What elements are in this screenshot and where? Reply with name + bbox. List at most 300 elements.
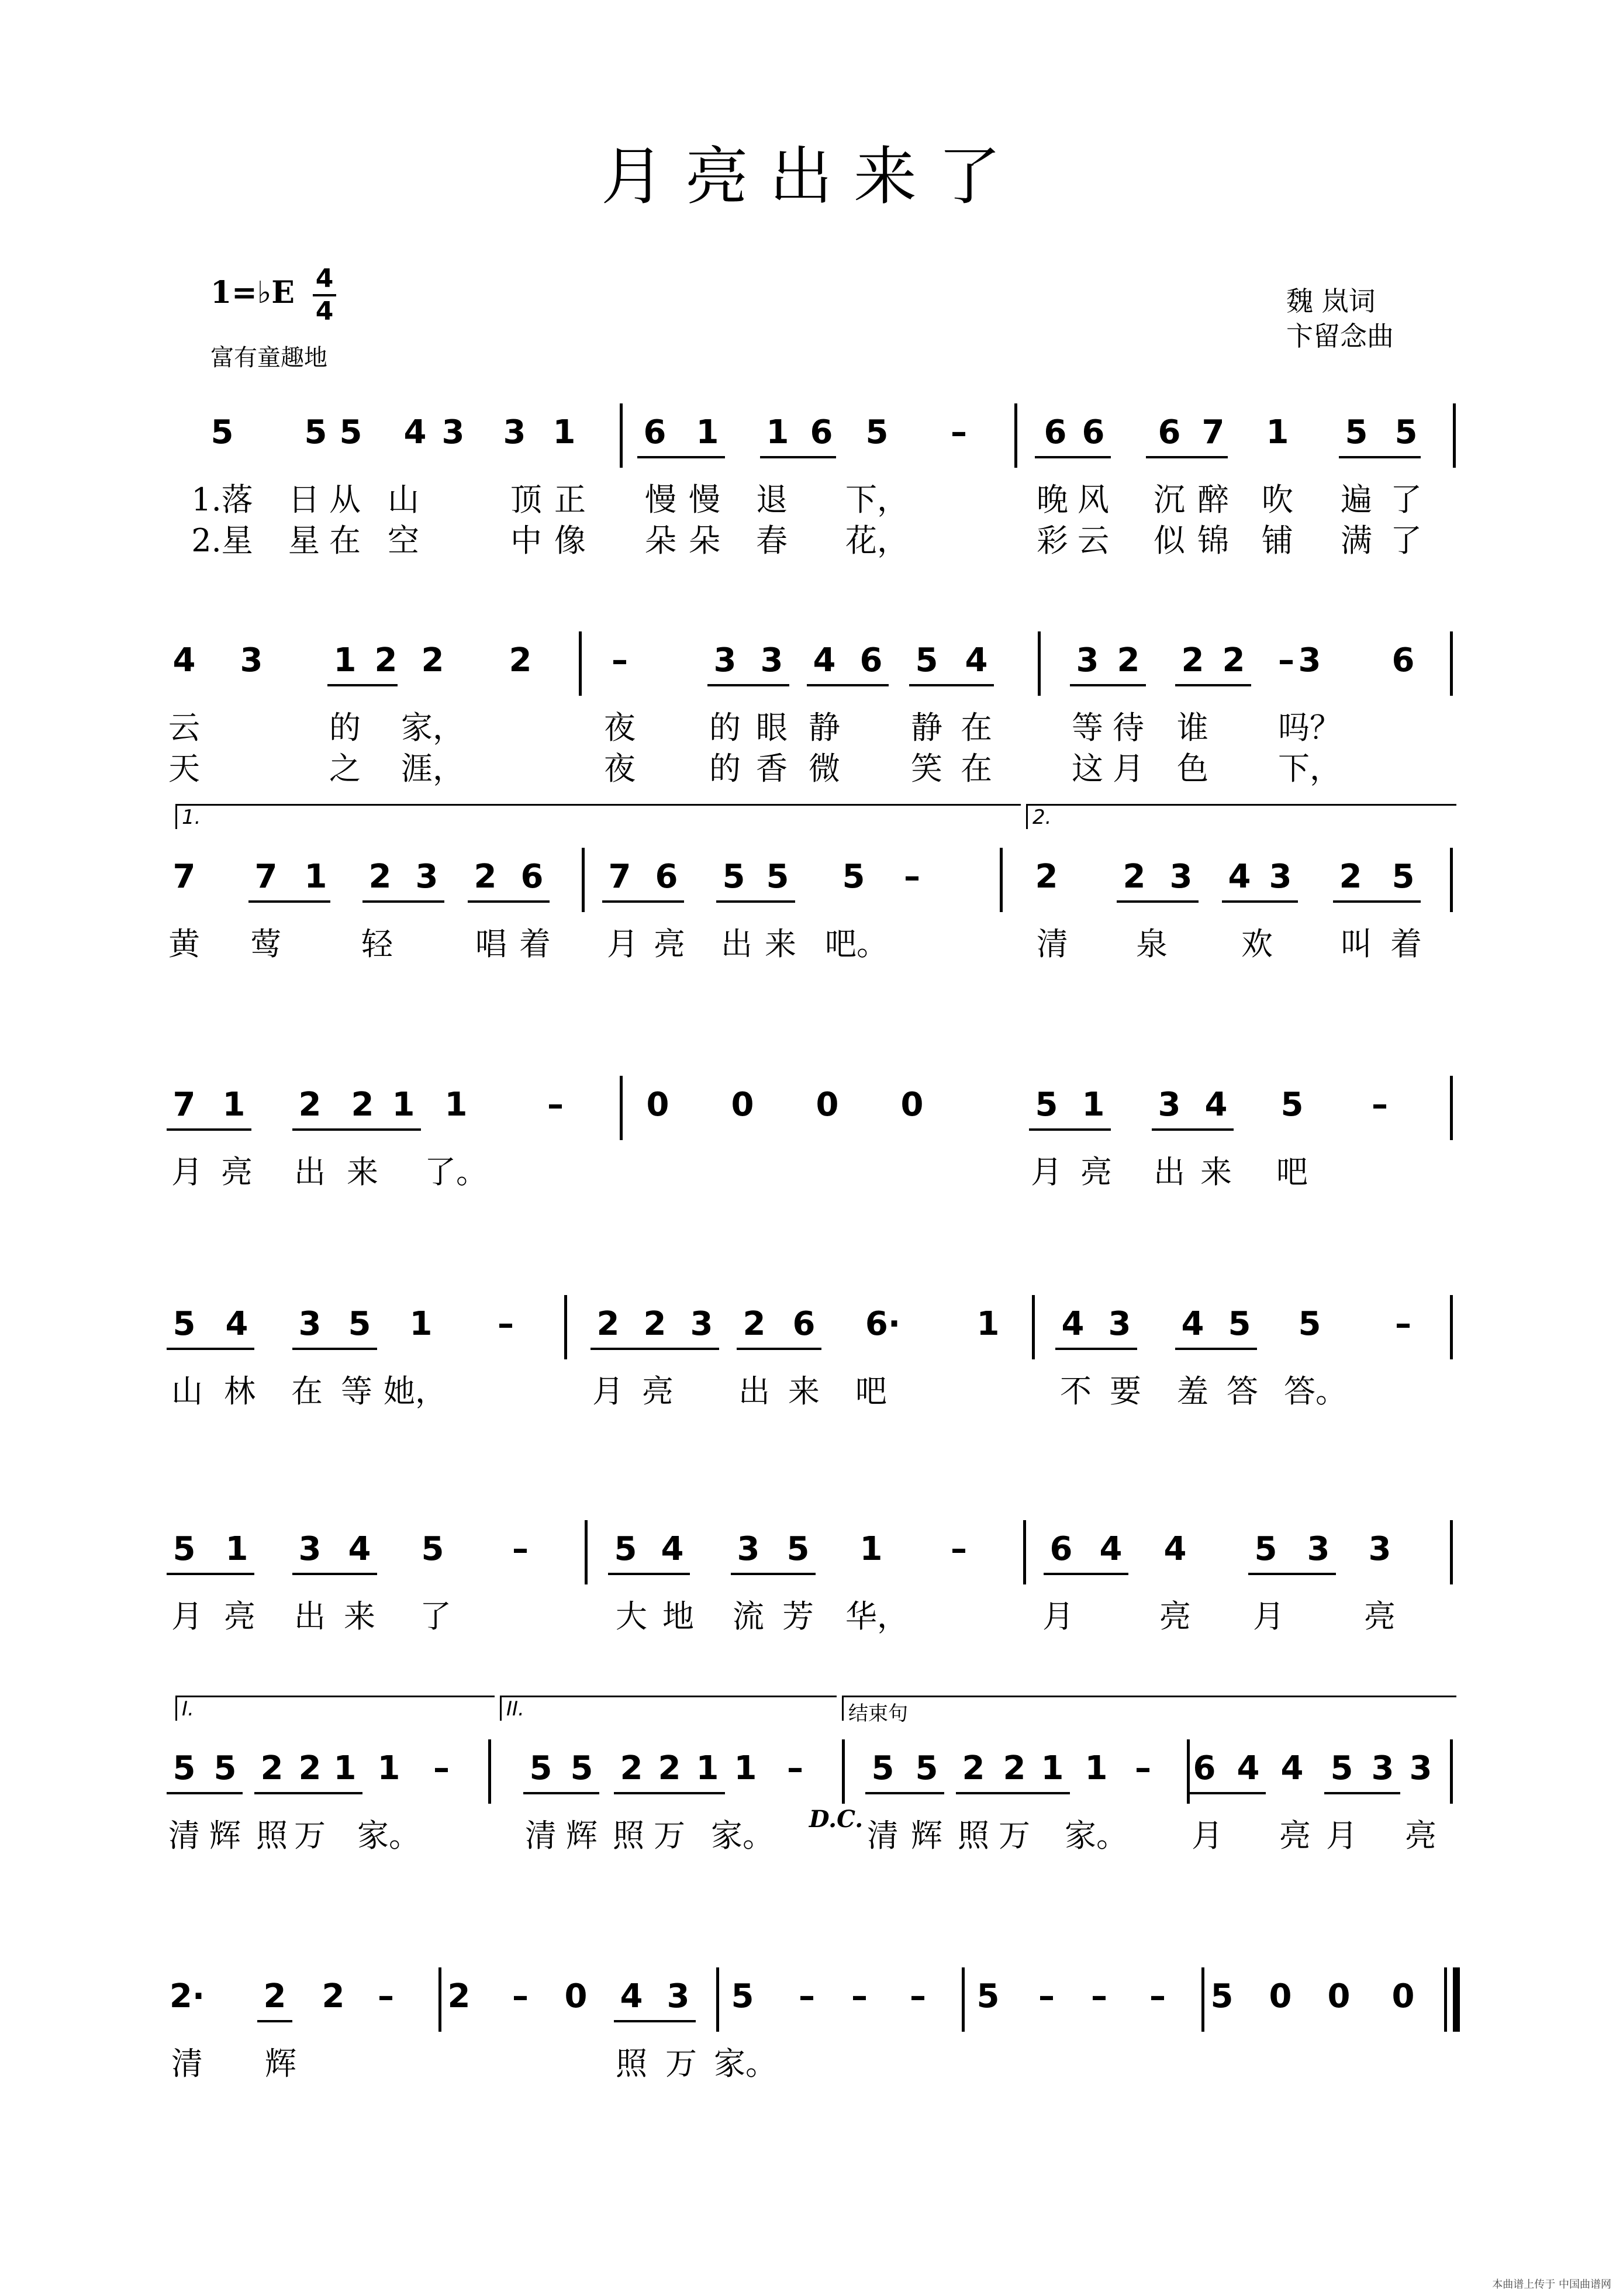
lyric-syllable: 在 xyxy=(961,709,992,746)
bar-line xyxy=(1201,1967,1204,2032)
beam-underline xyxy=(909,684,994,686)
lyric-syllable: 家。 xyxy=(711,1817,774,1854)
score-system xyxy=(0,409,1623,559)
note: 2 xyxy=(962,1749,985,1787)
note: 5 xyxy=(842,858,865,896)
lyric-syllable: 慢 xyxy=(689,481,720,518)
lyric-syllable: 醉 xyxy=(1197,481,1229,518)
lyric-syllable: 退 xyxy=(756,481,788,518)
beam-underline xyxy=(1152,1128,1234,1131)
note: 3 xyxy=(441,413,465,451)
lyric-syllable: 在 xyxy=(961,750,992,787)
bar-line xyxy=(1450,1739,1453,1804)
lyric-syllable: 等 xyxy=(341,1373,372,1410)
bar-line xyxy=(438,1967,441,2032)
note: 3 xyxy=(1076,641,1099,679)
lyric-syllable: 遍 xyxy=(1341,481,1372,518)
lyric-syllable: 清 xyxy=(525,1817,557,1854)
lyric-syllable: 流 xyxy=(733,1598,764,1635)
note: 1 xyxy=(1266,413,1289,451)
note: 3 xyxy=(1409,1749,1432,1787)
lyric-syllable: 下， xyxy=(845,481,909,518)
bar-line xyxy=(1450,1520,1453,1584)
lyric-syllable: 答。 xyxy=(1284,1373,1347,1410)
note: 6 xyxy=(520,858,544,896)
lyric-syllable: 晚 xyxy=(1037,481,1068,518)
bar-line xyxy=(1450,1076,1453,1140)
note: 5 xyxy=(339,413,362,451)
lyric-syllable: 花， xyxy=(845,522,909,559)
note: 6 xyxy=(792,1305,816,1343)
lyric-syllable: 林 xyxy=(224,1373,255,1410)
lyric-syllable: 着 xyxy=(1390,926,1422,962)
note: 5 xyxy=(1330,1749,1353,1787)
lyric-syllable: 亮 xyxy=(1080,1154,1112,1190)
bar-line xyxy=(488,1739,491,1804)
lyric-syllable: 家， xyxy=(401,709,464,746)
note: 3 xyxy=(298,1305,322,1343)
note: 2 xyxy=(1222,641,1245,679)
lyric-syllable: 等 xyxy=(1072,709,1103,746)
lyric-syllable: 从 xyxy=(329,481,361,518)
bar-line xyxy=(1038,631,1041,696)
bar-line xyxy=(564,1295,567,1359)
beam-underline xyxy=(608,1573,690,1575)
note: 3 xyxy=(503,413,526,451)
lyric-syllable: 顶 xyxy=(510,481,542,518)
beam-underline xyxy=(1333,900,1421,903)
note: 1 xyxy=(859,1530,883,1568)
dash-note: – xyxy=(851,1977,868,2015)
lyric-syllable: 要 xyxy=(1110,1373,1141,1410)
lyric-syllable: 唱 xyxy=(475,926,507,962)
note: 5 xyxy=(1254,1530,1277,1568)
lyric-syllable: 天 xyxy=(168,750,200,787)
note: 1 xyxy=(304,858,327,896)
note: 6 xyxy=(1082,413,1105,451)
note: 1 xyxy=(377,1749,400,1787)
lyric-syllable: 沉 xyxy=(1154,481,1185,518)
note: 6 xyxy=(1158,413,1181,451)
lyric-syllable: 2.星 xyxy=(191,522,253,559)
beam-underline xyxy=(807,684,889,686)
lyric-syllable: 香 xyxy=(756,750,788,787)
note: 3 xyxy=(240,641,263,679)
bar-line xyxy=(1000,848,1003,912)
note: 1 xyxy=(409,1305,433,1343)
note: 6 xyxy=(1391,641,1415,679)
first-ending: 1. xyxy=(175,804,1021,829)
note: 6 xyxy=(655,858,678,896)
lyric-syllable: 笑 xyxy=(911,750,942,787)
dash-note: – xyxy=(787,1749,803,1787)
lyric-syllable: 着 xyxy=(519,926,551,962)
beam-underline xyxy=(167,1792,243,1794)
lyric-syllable: 答 xyxy=(1227,1373,1258,1410)
time-signature-bottom: 4 xyxy=(315,296,334,326)
beam-underline xyxy=(1055,1348,1137,1350)
lyric-syllable: 家。 xyxy=(714,2045,777,2082)
note: 5 xyxy=(1345,413,1368,451)
bar-line xyxy=(585,1520,588,1584)
beam-underline xyxy=(716,900,795,903)
note: 2 xyxy=(368,858,392,896)
note: 1 xyxy=(392,1086,415,1124)
lyric-syllable: 欢 xyxy=(1241,926,1273,962)
lyric-syllable: 日 xyxy=(288,481,320,518)
lyric-syllable: 这 xyxy=(1072,750,1103,787)
bar-line xyxy=(716,1967,719,2032)
lyric-syllable: 月 xyxy=(1253,1598,1284,1635)
lyric-syllable: 叫 xyxy=(1341,926,1372,962)
dash-note: – xyxy=(799,1977,815,2015)
coda-ending: 结束句 xyxy=(842,1696,1456,1721)
lyric-syllable: 月 xyxy=(1192,1817,1223,1854)
note: 4 xyxy=(1237,1749,1260,1787)
lyric-syllable: 月 xyxy=(1326,1817,1358,1854)
lyric-syllable: 之 xyxy=(329,750,361,787)
note: 2 xyxy=(643,1305,667,1343)
note: 3 xyxy=(1169,858,1193,896)
note: 5 xyxy=(1210,1977,1234,2015)
dash-note: – xyxy=(910,1977,926,2015)
note: 4 xyxy=(1163,1530,1187,1568)
lyric-syllable: 月 xyxy=(1042,1598,1074,1635)
note: 5 xyxy=(172,1305,196,1343)
dash-note: – xyxy=(547,1086,564,1124)
note: 2 xyxy=(509,641,532,679)
note: 2 xyxy=(743,1305,766,1343)
bar-line xyxy=(620,403,623,468)
lyric-syllable: 出 xyxy=(721,926,752,962)
lyric-syllable: 静 xyxy=(809,709,840,746)
beam-underline xyxy=(614,1792,725,1794)
note: 6 xyxy=(1049,1530,1073,1568)
lyric-syllable: 月 xyxy=(1031,1154,1062,1190)
note: 7 xyxy=(608,858,631,896)
lyric-syllable: 轻 xyxy=(361,926,393,962)
lyric-syllable: 清 xyxy=(867,1817,899,1854)
lyric-syllable: 月 xyxy=(1113,750,1144,787)
lyric-syllable: 来 xyxy=(344,1598,375,1635)
beam-underline xyxy=(956,1792,1070,1794)
beam-underline xyxy=(637,456,725,458)
lyric-syllable: 来 xyxy=(765,926,796,962)
note: 2 xyxy=(298,1749,322,1787)
credits xyxy=(1286,284,1394,354)
lyric-syllable: 万 xyxy=(999,1817,1030,1854)
beam-underline xyxy=(591,1348,719,1350)
lyric-syllable: 空 xyxy=(388,522,419,559)
beam-underline xyxy=(257,2020,292,2022)
lyric-syllable: 铺 xyxy=(1262,522,1293,559)
note: 5 xyxy=(786,1530,810,1568)
note: 2 xyxy=(374,641,398,679)
note: 4 xyxy=(1099,1530,1123,1568)
note: 0 xyxy=(816,1086,839,1124)
beam-underline xyxy=(167,1573,254,1575)
lyric-syllable: 莺 xyxy=(250,926,282,962)
note: 4 xyxy=(225,1305,248,1343)
bar-line xyxy=(1444,1967,1447,2032)
note: 1 xyxy=(734,1749,757,1787)
note: 4 xyxy=(813,641,836,679)
note: 5 xyxy=(871,1749,895,1787)
note: 3 xyxy=(1307,1530,1330,1568)
lyric-syllable: 山 xyxy=(171,1373,203,1410)
lyric-syllable: 月 xyxy=(171,1598,203,1635)
note: 5 xyxy=(865,413,889,451)
note: 2 xyxy=(447,1977,471,2015)
lyric-syllable: 微 xyxy=(809,750,840,787)
dash-note: – xyxy=(512,1977,529,2015)
dash-note: – xyxy=(612,641,628,679)
key-signature: 1=♭E xyxy=(210,275,295,310)
note: 7 xyxy=(1201,413,1225,451)
note: 3 xyxy=(298,1530,322,1568)
lyric-syllable: 她， xyxy=(384,1373,447,1410)
bar-line xyxy=(1450,1295,1453,1359)
bar-line xyxy=(842,1739,845,1804)
lyric-syllable: 照 xyxy=(616,2045,647,2082)
note: 5 xyxy=(213,1749,237,1787)
note: 5 xyxy=(731,1977,754,2015)
note: 4 xyxy=(1061,1305,1085,1343)
note: 1 xyxy=(1041,1749,1064,1787)
note: 2 xyxy=(1339,858,1362,896)
lyric-syllable: 春 xyxy=(756,522,788,559)
bar-line xyxy=(620,1076,623,1140)
dash-note: – xyxy=(433,1749,450,1787)
note: 3 xyxy=(690,1305,713,1343)
beam-underline xyxy=(614,2020,696,2022)
lyric-syllable: 1.落 xyxy=(191,481,253,518)
beam-underline xyxy=(292,1348,377,1350)
beam-underline xyxy=(1339,456,1421,458)
note: 0 xyxy=(731,1086,754,1124)
lyric-syllable: 来 xyxy=(1200,1154,1232,1190)
note: 0 xyxy=(900,1086,924,1124)
note: 1 xyxy=(444,1086,468,1124)
beam-underline xyxy=(254,1792,362,1794)
note: 6 xyxy=(810,413,833,451)
note: 0 xyxy=(1327,1977,1351,2015)
page-title: 月亮出来了 xyxy=(600,140,1022,213)
lyric-syllable: 辉 xyxy=(209,1817,241,1854)
tempo-marking: 富有童趣地 xyxy=(210,344,327,371)
score-system xyxy=(0,1973,1623,2082)
note: 4 xyxy=(661,1530,684,1568)
note: 4 xyxy=(1181,1305,1204,1343)
note: 3 xyxy=(1108,1305,1131,1343)
beam-underline xyxy=(865,1792,944,1794)
lyric-syllable: 夜 xyxy=(604,750,636,787)
note: 2 xyxy=(474,858,497,896)
note: 1 xyxy=(333,641,357,679)
note: 5 xyxy=(614,1530,637,1568)
lyric-syllable: 辉 xyxy=(265,2045,296,2082)
footer-watermark: 本曲谱上传于 中国曲谱网 xyxy=(1492,2278,1611,2291)
note: 6 xyxy=(859,641,883,679)
lyric-syllable: 清 xyxy=(168,1817,200,1854)
note: 5 xyxy=(915,1749,938,1787)
lyric-syllable: 下， xyxy=(1278,750,1341,787)
lyric-syllable: 谁 xyxy=(1177,709,1208,746)
lyric-syllable: 出 xyxy=(294,1598,326,1635)
lyric-syllable: 清 xyxy=(1037,926,1068,962)
lyric-syllable: 待 xyxy=(1113,709,1144,746)
note: 2 xyxy=(260,1749,284,1787)
note: 2 xyxy=(421,641,444,679)
beam-underline xyxy=(1070,684,1146,686)
beam-underline xyxy=(1029,1128,1111,1131)
beam-underline xyxy=(1035,456,1111,458)
beam-underline xyxy=(468,900,550,903)
lyric-syllable: 月 xyxy=(592,1373,624,1410)
lyric-syllable: 亮 xyxy=(221,1154,253,1190)
lyric-syllable: 在 xyxy=(329,522,361,559)
dash-note: – xyxy=(951,413,967,451)
dash-note: – xyxy=(1135,1749,1151,1787)
note: 1 xyxy=(696,413,719,451)
dash-note: – xyxy=(512,1530,529,1568)
lyric-syllable: 大 xyxy=(616,1598,647,1635)
lyric-syllable: 星 xyxy=(288,522,320,559)
note: 6 xyxy=(643,413,667,451)
lyric-syllable: 吗？ xyxy=(1278,709,1341,746)
note: 4 xyxy=(348,1530,371,1568)
lyric-syllable: 涯， xyxy=(401,750,464,787)
note: 4 xyxy=(172,641,196,679)
lyric-syllable: 照 xyxy=(958,1817,989,1854)
beam-underline xyxy=(1044,1573,1128,1575)
lyric-syllable: 慢 xyxy=(645,481,676,518)
dash-note: – xyxy=(1149,1977,1166,2015)
lyric-syllable: 夜 xyxy=(604,709,636,746)
beam-underline xyxy=(1175,1348,1257,1350)
note: 5 xyxy=(915,641,938,679)
note: 2 xyxy=(298,1086,322,1124)
note: 1 xyxy=(552,413,576,451)
note: 3 xyxy=(1158,1086,1181,1124)
note: 5 xyxy=(172,1530,196,1568)
note: 2 xyxy=(620,1749,643,1787)
score-system xyxy=(0,1526,1623,1635)
note: 0 xyxy=(646,1086,669,1124)
lyric-syllable: 了。 xyxy=(424,1154,488,1190)
dash-note: – xyxy=(498,1305,514,1343)
note: 5 xyxy=(210,413,234,451)
lyric-syllable: 来 xyxy=(788,1373,820,1410)
lyric-syllable: 亮 xyxy=(642,1373,674,1410)
note: 2 xyxy=(1117,641,1140,679)
bar-line xyxy=(1450,631,1453,696)
dash-note: – xyxy=(1278,641,1294,679)
lyric-syllable: 地 xyxy=(662,1598,694,1635)
dash-note: – xyxy=(1395,1305,1411,1343)
lyric-syllable: 的 xyxy=(709,750,741,787)
lyric-syllable: 不 xyxy=(1060,1373,1092,1410)
lyric-syllable: 芳 xyxy=(782,1598,814,1635)
lyric-syllable: 朵 xyxy=(689,522,720,559)
lyric-syllable: 清 xyxy=(171,2045,203,2082)
lyric-syllable: 了 xyxy=(420,1598,451,1635)
dash-note: – xyxy=(1372,1086,1388,1124)
dash-note: – xyxy=(378,1977,394,2015)
lyric-syllable: 的 xyxy=(329,709,361,746)
note: 3 xyxy=(667,1977,690,2015)
note: 1 xyxy=(976,1305,1000,1343)
lyricist: 魏 岚词 xyxy=(1286,285,1376,317)
lyric-syllable: 泉 xyxy=(1136,926,1168,962)
lyric-syllable: 来 xyxy=(347,1154,378,1190)
composer: 卞留念曲 xyxy=(1286,320,1394,352)
note: 5 xyxy=(1298,1305,1321,1343)
lyric-syllable: 亮 xyxy=(1159,1598,1191,1635)
bar-line xyxy=(962,1967,965,2032)
dash-note: – xyxy=(951,1530,967,1568)
lyric-syllable: 满 xyxy=(1341,522,1372,559)
second-ending: 2. xyxy=(1026,804,1456,829)
note: 5 xyxy=(304,413,327,451)
note: 4 xyxy=(620,1977,643,2015)
lyric-syllable: 云 xyxy=(1078,522,1109,559)
note: 1 xyxy=(225,1530,248,1568)
bar-line xyxy=(1453,403,1456,468)
note: 7 xyxy=(172,1086,196,1124)
lyric-syllable: 亮 xyxy=(1279,1817,1311,1854)
note: 0 xyxy=(564,1977,588,2015)
time-signature xyxy=(313,266,336,324)
dash-note: – xyxy=(904,858,920,896)
lyric-syllable: 像 xyxy=(554,522,586,559)
note: 5 xyxy=(348,1305,371,1343)
second-ending: II. xyxy=(500,1696,837,1721)
note: 1 xyxy=(222,1086,246,1124)
bar-line xyxy=(582,848,585,912)
note: 5 xyxy=(1394,413,1418,451)
note: 2 xyxy=(1123,858,1146,896)
lyric-syllable: 中 xyxy=(510,522,542,559)
lyric-syllable: 吧。 xyxy=(825,926,888,962)
bar-line xyxy=(1450,848,1453,912)
note: 5 xyxy=(421,1530,444,1568)
note: 7 xyxy=(254,858,278,896)
note: 3 xyxy=(1371,1749,1394,1787)
note: 1 xyxy=(1085,1749,1108,1787)
bar-line xyxy=(1032,1295,1035,1359)
dash-note: – xyxy=(1091,1977,1107,2015)
beam-underline xyxy=(248,900,330,903)
bar-line xyxy=(579,631,582,696)
note: 2 xyxy=(1003,1749,1026,1787)
note: 2· xyxy=(169,1977,205,2015)
note: 1 xyxy=(766,413,789,451)
note: 4 xyxy=(403,413,427,451)
note: 0 xyxy=(1269,1977,1292,2015)
lyric-syllable: 正 xyxy=(554,481,586,518)
note: 1 xyxy=(333,1749,357,1787)
lyric-syllable: 亮 xyxy=(1364,1598,1396,1635)
lyric-syllable: 照 xyxy=(613,1817,644,1854)
note: 3 xyxy=(1368,1530,1391,1568)
note: 3 xyxy=(737,1530,760,1568)
lyric-syllable: 彩 xyxy=(1037,522,1068,559)
beam-underline xyxy=(292,1128,421,1131)
beam-underline xyxy=(167,1128,251,1131)
beam-underline xyxy=(731,1573,816,1575)
lyric-syllable: 万 xyxy=(294,1817,326,1854)
